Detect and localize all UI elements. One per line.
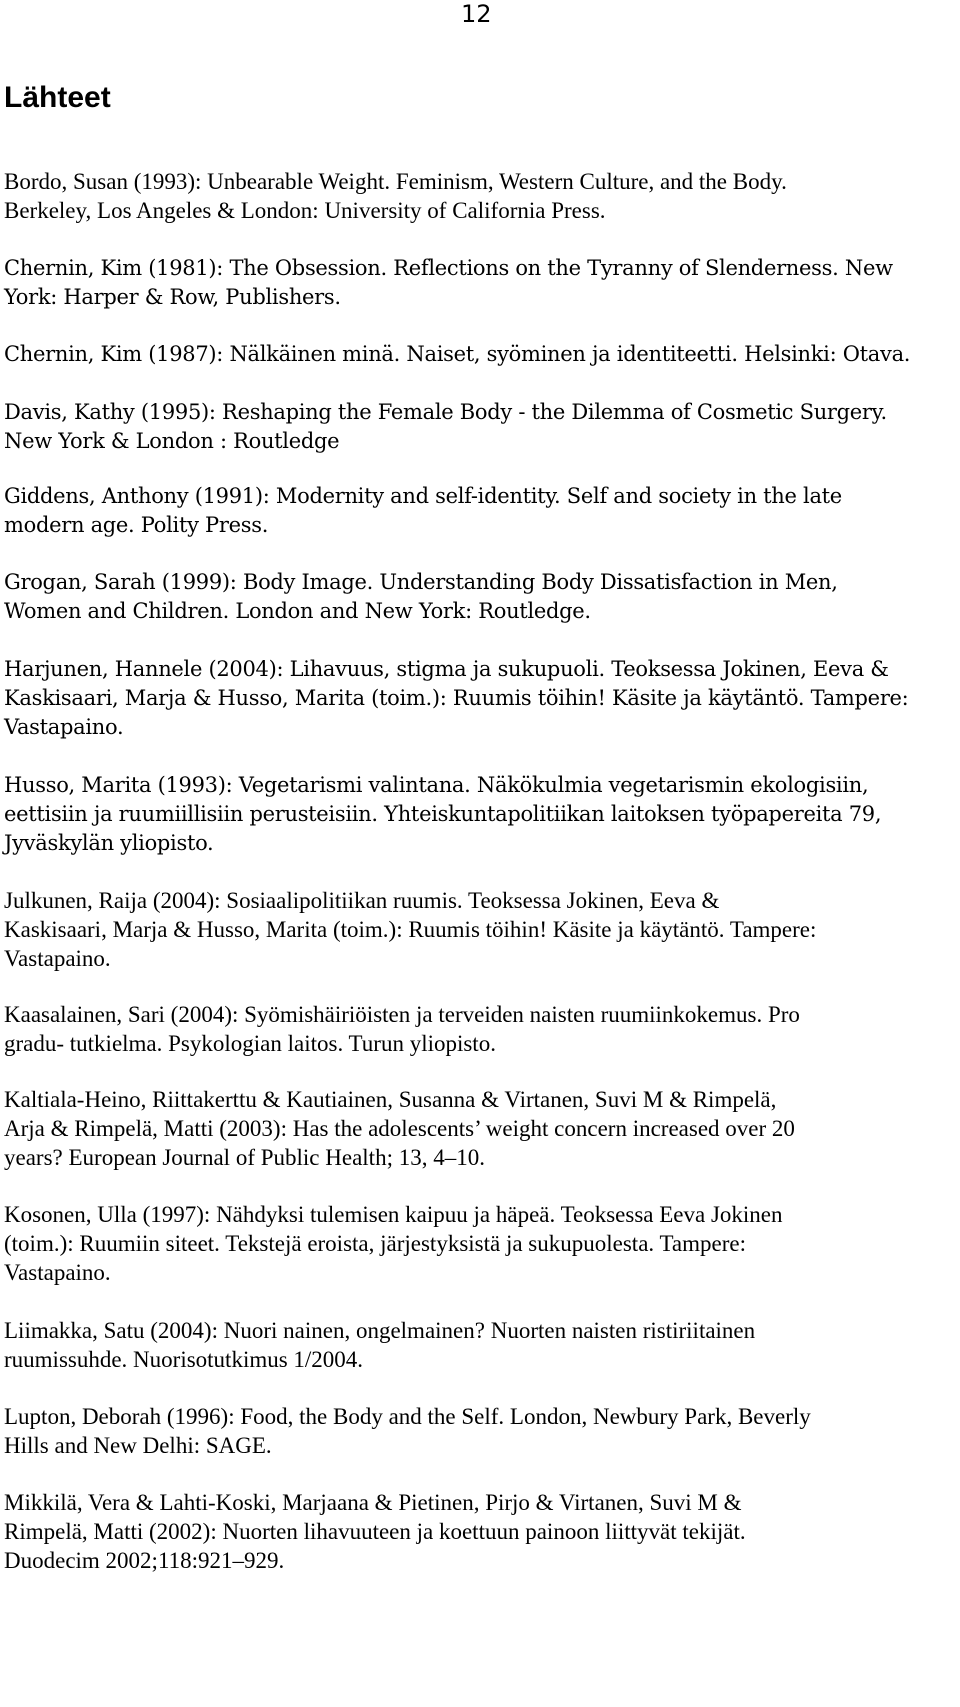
reference-line: Vastapaino.: [4, 946, 111, 971]
reference-harjunen: [4, 655, 956, 742]
reference-line: New York & London : Routledge: [4, 429, 340, 453]
page-title: Lähteet: [4, 81, 111, 114]
reference-line: Rimpelä, Matti (2002): Nuorten lihavuuteen ja koettuun painoon liittyvät tekijät.: [4, 1519, 746, 1544]
reference-line: Lupton, Deborah (1996): Food, the Body and the Self. London, Newbury Park, Beverly: [4, 1404, 811, 1429]
reference-line: Julkunen, Raija (2004): Sosiaalipolitiikan ruumis. Teoksessa Jokinen, Eeva &: [4, 888, 720, 913]
reference-mikkila: [4, 1488, 956, 1575]
reference-line: Kaasalainen, Sari (2004): Syömishäiriöisten ja terveiden naisten ruumiinkokemus. Pro: [4, 1002, 800, 1027]
reference-line: gradu- tutkielma. Psykologian laitos. Turun yliopisto.: [4, 1031, 496, 1056]
reference-line: Kaltiala-Heino, Riittakerttu & Kautiainen, Susanna & Virtanen, Suvi M & Rimpelä,: [4, 1087, 777, 1112]
reference-line: York: Harper & Row, Publishers.: [4, 285, 341, 309]
reference-line: Kaskisaari, Marja & Husso, Marita (toim.): Ruumis töihin! Käsite ja käytäntö. Tampere:: [4, 917, 817, 942]
reference-line: Husso, Marita (1993): Vegetarismi valintana. Näkökulmia vegetarismin ekologisiin,: [4, 773, 869, 797]
reference-julkunen: [4, 886, 956, 973]
reference-line: ruumissuhde. Nuorisotutkimus 1/2004.: [4, 1347, 364, 1372]
reference-line: eettisiin ja ruumiillisiin perusteisiin. Yhteiskuntapolitiikan laitoksen työpapereita 79,: [4, 802, 882, 826]
reference-line: Bordo, Susan (1993): Unbearable Weight. Feminism, Western Culture, and the Body.: [4, 169, 787, 194]
reference-line: Chernin, Kim (1987): Nälkäinen minä. Naiset, syöminen ja identiteetti. Helsinki: Otava.: [4, 342, 911, 366]
reference-bordo: [4, 167, 956, 225]
reference-line: Mikkilä, Vera & Lahti-Koski, Marjaana & Pietinen, Pirjo & Virtanen, Suvi M &: [4, 1490, 742, 1515]
reference-line: Liimakka, Satu (2004): Nuori nainen, ongelmainen? Nuorten naisten ristiriitainen: [4, 1318, 756, 1343]
reference-davis: [4, 398, 956, 456]
reference-line: modern age. Polity Press.: [4, 513, 269, 537]
reference-line: Chernin, Kim (1981): The Obsession. Reflections on the Tyranny of Slenderness. New: [4, 256, 893, 280]
reference-line: Grogan, Sarah (1999): Body Image. Understanding Body Dissatisfaction in Men,: [4, 570, 838, 594]
reference-line: Berkeley, Los Angeles & London: University of California Press.: [4, 198, 606, 223]
reference-line: Kosonen, Ulla (1997): Nähdyksi tulemisen kaipuu ja häpeä. Teoksessa Eeva Jokinen: [4, 1202, 783, 1227]
reference-lupton: [4, 1402, 956, 1460]
reference-line: Jyväskylän yliopisto.: [4, 831, 214, 855]
reference-husso: [4, 771, 956, 858]
reference-kosonen: [4, 1200, 956, 1287]
reference-line: Kaskisaari, Marja & Husso, Marita (toim.): Ruumis töihin! Käsite ja käytäntö. Tampere:: [4, 686, 909, 710]
reference-line: years? European Journal of Public Health; 13, 4–10.: [4, 1145, 485, 1170]
reference-grogan: [4, 568, 956, 626]
reference-line: Arja & Rimpelä, Matti (2003): Has the adolescents’ weight concern increased over 20: [4, 1116, 795, 1141]
reference-chernin-1981: [4, 254, 956, 312]
reference-line: (toim.): Ruumiin siteet. Tekstejä eroista, järjestyksistä ja sukupuolesta. Tampere:: [4, 1231, 746, 1256]
reference-line: Vastapaino.: [4, 1260, 111, 1285]
reference-kaasalainen: [4, 1000, 956, 1058]
reference-chernin-1987: [4, 340, 956, 369]
reference-line: Davis, Kathy (1995): Reshaping the Female Body - the Dilemma of Cosmetic Surgery.: [4, 400, 887, 424]
reference-line: Hills and New Delhi: SAGE.: [4, 1433, 272, 1458]
reference-line: Women and Children. London and New York: Routledge.: [4, 599, 591, 623]
reference-line: Harjunen, Hannele (2004): Lihavuus, stigma ja sukupuoli. Teoksessa Jokinen, Eeva &: [4, 657, 889, 681]
reference-liimakka: [4, 1316, 956, 1374]
reference-line: Vastapaino.: [4, 715, 124, 739]
page-number: 12: [461, 0, 492, 28]
reference-line: Duodecim 2002;118:921–929.: [4, 1548, 285, 1573]
reference-kaltiala-heino: [4, 1085, 956, 1172]
reference-giddens: [4, 482, 956, 540]
reference-line: Giddens, Anthony (1991): Modernity and self-identity. Self and society in the late: [4, 484, 842, 508]
